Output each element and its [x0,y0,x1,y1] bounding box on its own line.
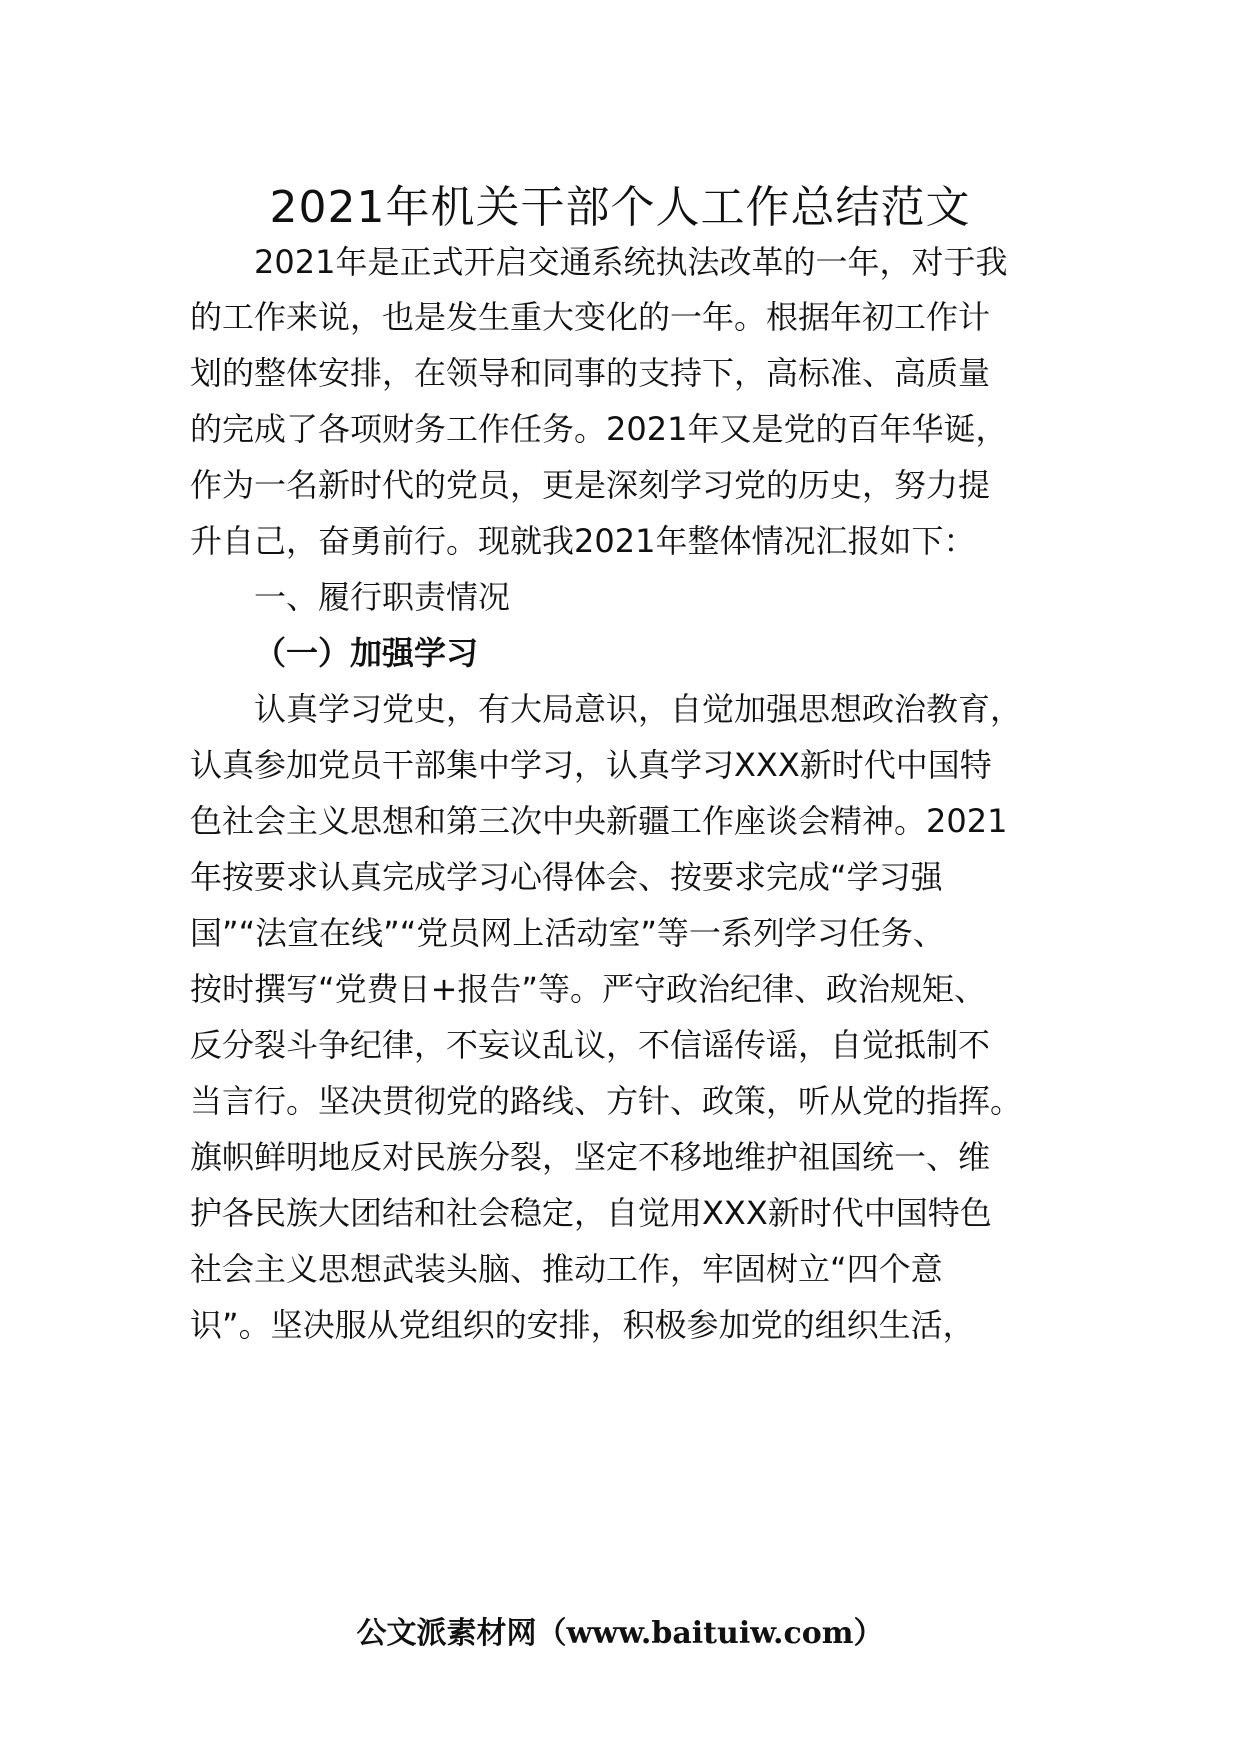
paragraph-line: 2021年是正式开启交通系统执法改革的一年，对于我 [254,243,1008,281]
section-heading: 一、履行职责情况 [254,578,511,616]
page-footer-source: 公文派素材网（www.baituiw.com） [356,1616,884,1651]
paragraph-line: 认真学习党史，有大局意识，自觉加强思想政治教育， [254,690,1023,728]
subsection-heading: （一）加强学习 [254,634,479,672]
paragraph-line: 升自己，奋勇前行。现就我2021年整体情况汇报如下： [190,522,976,560]
paragraph-line: 认真参加党员干部集中学习，认真学习XXX新时代中国特 [190,746,992,784]
document-title: 2021年机关干部个人工作总结范文 [269,182,971,233]
paragraph-line: 的完成了各项财务工作任务。2021年又是党的百年华诞， [190,410,1008,448]
paragraph-line: 护各民族大团结和社会稳定，自觉用XXX新时代中国特色 [190,1194,992,1232]
paragraph-line: 当言行。坚决贯彻党的路线、方针、政策，听从党的指挥。 [190,1082,1023,1120]
paragraph-line: 反分裂斗争纪律，不妄议乱议，不信谣传谣，自觉抵制不 [190,1026,991,1064]
paragraph-line: 年按要求认真完成学习心得体会、按要求完成“学习强 [190,858,943,896]
paragraph-line: 国”“法宣在线”“党员网上活动室”等一系列学习任务、 [190,914,945,952]
paragraph-line: 社会主义思想武装头脑、推动工作，牢固树立“四个意 [190,1250,943,1288]
paragraph-line: 色社会主义思想和第三次中央新疆工作座谈会精神。2021 [190,802,1008,840]
paragraph-line: 旗帜鲜明地反对民族分裂，坚定不移地维护祖国统一、维 [190,1138,991,1176]
paragraph-line: 按时撰写“党费日+报告”等。严守政治纪律、政治规矩、 [190,970,986,1008]
paragraph-line: 作为一名新时代的党员，更是深刻学习党的历史，努力提 [190,466,991,504]
paragraph-line: 识”。坚决服从党组织的安排，积极参加党的组织生活， [190,1306,975,1344]
paragraph-line: 划的整体安排，在领导和同事的支持下，高标准、高质量 [190,354,991,392]
paragraph-line: 的工作来说，也是发生重大变化的一年。根据年初工作计 [190,298,991,336]
